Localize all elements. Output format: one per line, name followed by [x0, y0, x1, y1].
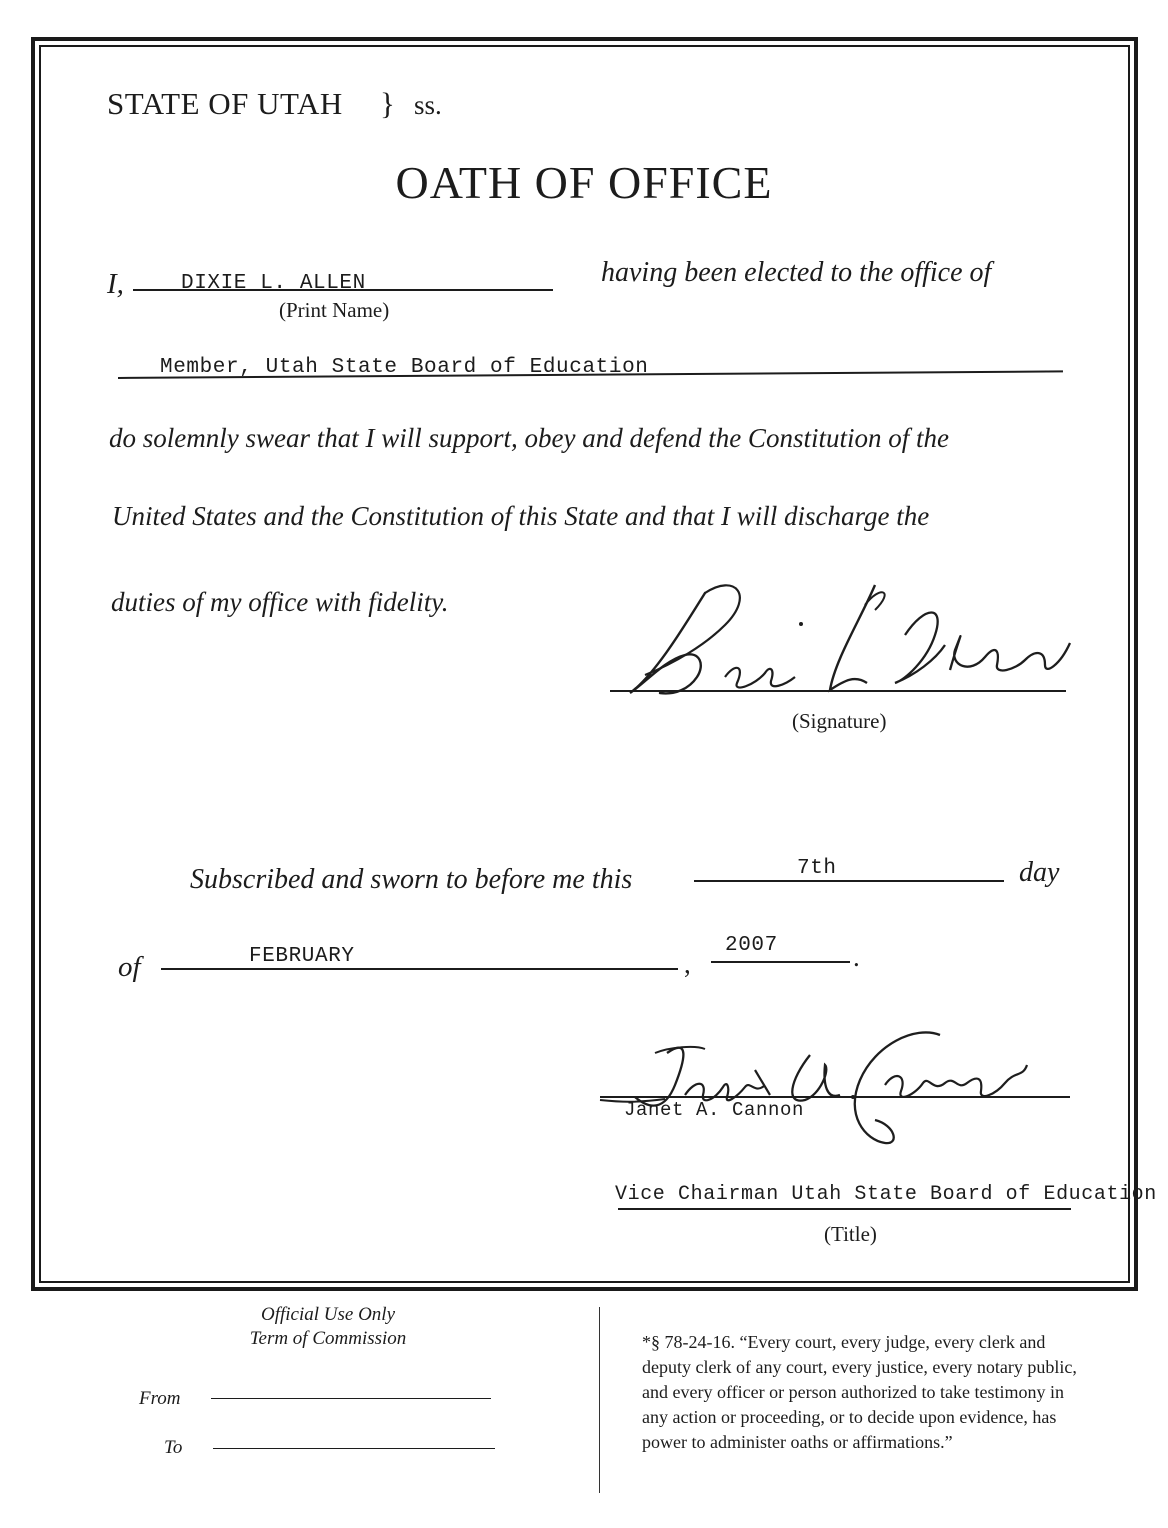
day-value: 7th: [797, 857, 837, 880]
oath-line-2: United States and the Constitution of this State and that I will discharge the: [112, 501, 930, 531]
day-underline: [694, 880, 1004, 882]
office-value: Member, Utah State Board of Education: [160, 356, 649, 379]
print-name-caption: (Print Name): [279, 298, 390, 322]
signature-underline: [610, 690, 1066, 692]
title-underline: [618, 1208, 1071, 1210]
title-caption: (Title): [824, 1222, 877, 1246]
ss-label: ss.: [414, 90, 442, 120]
month-value: FEBRUARY: [249, 945, 355, 968]
signature-caption: (Signature): [792, 709, 887, 733]
officer-signature-underline: [600, 1096, 1070, 1098]
page-title: OATH OF OFFICE: [395, 157, 773, 208]
comma: ,: [684, 949, 691, 979]
oath-line-1: do solemnly swear that I will support, obey and defend the Constitution of the: [109, 423, 949, 453]
statute-line: *§ 78-24-16. “Every court, every judge, every clerk and: [642, 1332, 1046, 1352]
state-label: STATE OF UTAH: [107, 86, 343, 121]
term-label: Term of Commission: [249, 1328, 407, 1349]
footer-divider: [599, 1307, 600, 1493]
statute-line: power to administer oaths or affirmations.”: [642, 1432, 953, 1452]
from-field-line: [211, 1398, 491, 1399]
to-field-line: [213, 1448, 495, 1449]
signature-dixie-allen: [605, 565, 1075, 705]
year-underline: [711, 961, 850, 963]
officer-title: Vice Chairman Utah State Board of Education: [615, 1183, 1157, 1206]
brace-symbol: }: [380, 86, 395, 121]
statute-line: and every officer or person authorized to take testimony in: [642, 1382, 1065, 1402]
statute-text: [642, 1330, 1077, 1455]
elected-text: having been elected to the office of: [601, 257, 992, 288]
statute-line: deputy clerk of any court, every justice, every notary public,: [642, 1357, 1077, 1377]
of-word: of: [118, 951, 141, 983]
year-value: 2007: [725, 934, 778, 957]
official-use-label: Official Use Only: [260, 1304, 396, 1325]
printed-name: DIXIE L. ALLEN: [181, 272, 366, 295]
from-label: From: [139, 1388, 181, 1409]
to-label: To: [164, 1437, 183, 1458]
oath-line-3: duties of my office with fidelity.: [111, 587, 449, 617]
statute-line: any action or proceeding, or to decide upon evidence, has: [642, 1407, 1057, 1427]
month-underline: [161, 968, 678, 970]
officer-name: Janet A. Cannon: [624, 1099, 805, 1121]
period: .: [853, 942, 860, 972]
i-prefix: I,: [107, 268, 124, 300]
day-word: day: [1019, 857, 1060, 888]
signature-janet-cannon: [595, 1025, 1035, 1150]
subscribed-text: Subscribed and sworn to before me this: [190, 864, 633, 895]
